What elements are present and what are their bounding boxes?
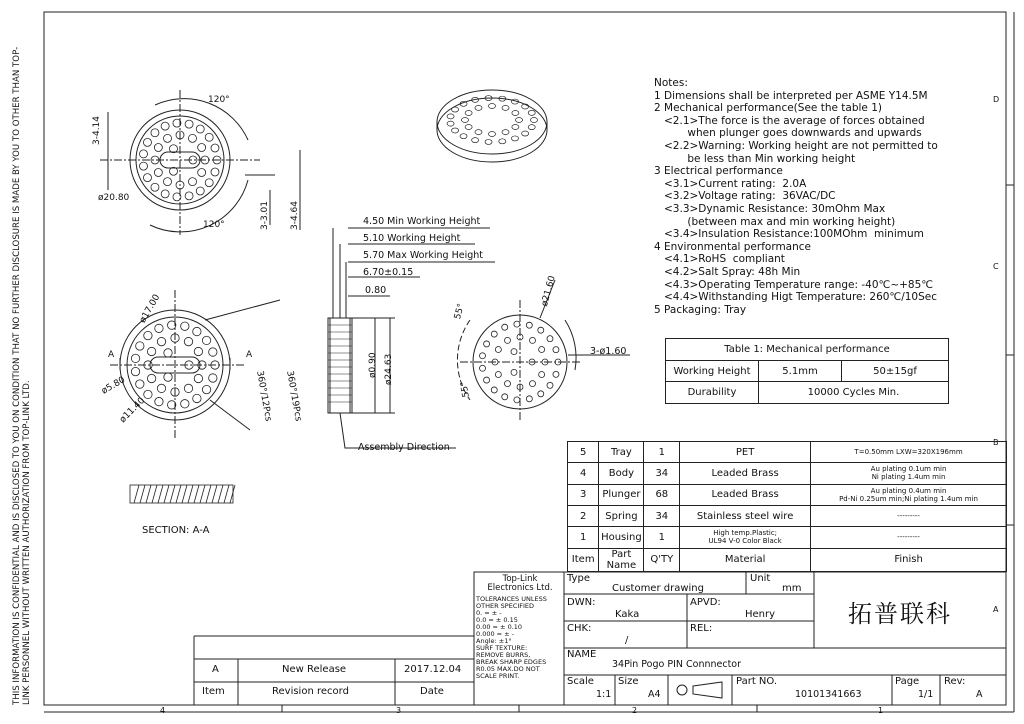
zone-D: D	[993, 95, 1000, 104]
pin-circle	[495, 347, 501, 353]
note-line: when plunger goes downwards and upwards	[654, 127, 922, 140]
pin-circle	[522, 131, 529, 136]
pin-circle	[502, 394, 508, 400]
table1-cell: 5.1mm	[759, 361, 842, 382]
pin-circle	[184, 384, 192, 392]
pin-circle	[514, 397, 520, 403]
dim-top-4: ø20.80	[98, 193, 130, 203]
rev-date: 2017.12.04	[404, 664, 462, 675]
pin-circle	[157, 384, 165, 392]
type-label: Type	[567, 573, 590, 584]
iso-view	[437, 90, 547, 162]
pin-circle	[209, 348, 217, 356]
pin-circle	[198, 169, 206, 177]
bom-cell: Body	[599, 463, 644, 484]
pin-circle	[194, 347, 202, 355]
iso-view-pins	[447, 96, 537, 145]
pin-circle	[155, 324, 163, 332]
dim-top-6: 3-4.64	[290, 200, 300, 230]
pin-circle	[465, 125, 472, 130]
pin-circle	[538, 327, 544, 333]
page-label: Page	[895, 676, 920, 687]
pin-circle	[161, 190, 169, 198]
pin-circle	[528, 110, 535, 115]
chk-value: /	[625, 635, 629, 646]
bom-cell: Tray	[599, 442, 644, 463]
table1-cell: Durability	[666, 382, 759, 404]
dim-side-5: 0.80	[365, 285, 387, 296]
pin-circle	[489, 104, 496, 109]
dim-top-5: 3-3.01	[260, 200, 270, 230]
pin-circle	[185, 192, 193, 200]
pin-circle	[505, 337, 511, 343]
dim-side-1: 4.50 Min Working Height	[363, 216, 481, 227]
dim-side-7: ø24.63	[384, 353, 394, 385]
pin-circle	[147, 347, 155, 355]
dim-pcb-4: 55°	[459, 380, 472, 398]
dim-side-4: 6.70±0.15	[363, 267, 414, 278]
pin-circle	[491, 387, 497, 393]
bom-row	[568, 484, 1007, 505]
pin-circle	[484, 377, 490, 383]
bom-cell: Finish	[811, 548, 1007, 571]
note-line: <2.2>Warning: Working height are not permitted to	[654, 139, 938, 152]
pin-circle	[465, 111, 472, 116]
pin-circle	[154, 144, 162, 152]
pin-circle	[505, 381, 511, 387]
bom-cell: Leaded Brass	[680, 484, 811, 505]
pin-circle	[144, 390, 152, 398]
apvd-label: APVD:	[690, 597, 721, 608]
pin-circle	[502, 130, 509, 135]
bom-cell: Stainless steel wire	[680, 505, 811, 526]
dim-pcb-2: 3-ø1.60	[590, 346, 627, 357]
pin-circle	[173, 193, 181, 201]
pin-circle	[202, 385, 210, 393]
pin-circle	[185, 120, 193, 128]
company-name: Top-Link Electronics Ltd.	[487, 574, 553, 593]
pin-circle	[202, 336, 210, 344]
rev-label: Rev:	[944, 676, 966, 687]
pin-circle	[196, 125, 204, 133]
bom-cell: 34	[644, 505, 680, 526]
pin-circle	[553, 347, 559, 353]
pin-circle	[460, 134, 467, 139]
pin-circle	[131, 354, 139, 362]
bom-table	[567, 441, 1007, 572]
pin-circle	[491, 331, 497, 337]
table1-cell: 10000 Cycles Min.	[759, 382, 949, 404]
scale-label: Scale	[567, 676, 594, 687]
pin-circle	[198, 144, 206, 152]
pin-circle	[136, 342, 144, 350]
note-line: be less than Min working height	[654, 152, 856, 165]
pin-circle	[151, 183, 159, 191]
bom-cell: 3	[568, 484, 599, 505]
bom-row	[568, 527, 1007, 548]
pin-circle	[514, 321, 520, 327]
note-line: 4 Environmental performance	[654, 240, 811, 253]
bom-header	[568, 548, 1007, 571]
pin-circle	[181, 322, 189, 330]
pin-circle	[485, 139, 492, 144]
pin-circle	[547, 382, 553, 388]
pin-circle	[193, 327, 201, 335]
rev-header-record: Revision record	[272, 686, 349, 697]
pin-circle	[143, 138, 151, 146]
table1-title: Table 1: Mechanical performance	[666, 339, 949, 361]
note-line: Notes:	[654, 77, 688, 89]
pin-circle	[205, 179, 213, 187]
note-line: <4.2>Salt Spray: 48h Min	[654, 265, 801, 278]
dwn-label: DWN:	[567, 597, 596, 608]
table1-cell: Working Height	[666, 361, 759, 382]
pin-circle	[140, 150, 148, 158]
pin-circle	[475, 105, 482, 110]
bom-cell: Spring	[599, 505, 644, 526]
rel-label: REL:	[690, 623, 713, 634]
note-line: <3.1>Current rating: 2.0A	[654, 177, 807, 190]
page-value: 1/1	[918, 689, 934, 700]
type-value: Customer drawing	[612, 583, 704, 594]
chk-label: CHK:	[567, 623, 592, 634]
note-line: <4.1>RoHS compliant	[654, 253, 785, 266]
unit-label: Unit	[750, 573, 771, 584]
rev-record: New Release	[282, 664, 347, 675]
pin-circle	[193, 394, 201, 402]
pin-circle	[475, 130, 482, 135]
note-line: (between max and min working height)	[654, 215, 896, 228]
pin-circle	[144, 331, 152, 339]
size-label: Size	[618, 676, 639, 687]
table-mechanical	[665, 338, 949, 404]
note-line: <3.2>Voltage rating: 36VAC/DC	[654, 190, 836, 203]
zone-4: 4	[160, 706, 166, 715]
pin-circle	[489, 132, 496, 137]
note-line: <3.4>Insulation Resistance:100MOhm minimum	[654, 228, 924, 241]
table1-cell: 50±15gf	[842, 361, 949, 382]
bom-cell: Plunger	[599, 484, 644, 505]
unit-value: mm	[782, 583, 802, 594]
pin-circle	[151, 129, 159, 137]
bom-row	[568, 442, 1007, 463]
note-line: <2.1>The force is the average of forces obtained	[654, 114, 925, 127]
pin-circle	[147, 374, 155, 382]
pin-circle	[157, 337, 165, 345]
pin-circle	[472, 138, 479, 143]
pin-circle	[538, 391, 544, 397]
dim-bottom-5: 360°/19Pcs	[284, 370, 303, 423]
pin-circle	[181, 400, 189, 408]
section-view	[130, 485, 235, 503]
pin-circle	[462, 118, 469, 123]
note-line: 5 Packaging: Tray	[654, 303, 747, 316]
pin-circle	[530, 381, 536, 387]
pin-circle	[184, 337, 192, 345]
pin-circle	[136, 380, 144, 388]
pin-circle	[495, 372, 501, 378]
side-view	[328, 228, 495, 448]
pin-circle	[480, 365, 486, 371]
logo: 拓普联科	[848, 600, 952, 628]
bom-row	[568, 505, 1007, 526]
dim-bottom-3: ø11.40	[118, 395, 148, 426]
zone-2: 2	[632, 706, 638, 715]
rev-value: A	[976, 689, 983, 700]
dim-side-6: ø0.90	[368, 352, 378, 378]
pin-circle	[143, 174, 151, 182]
pin-circle	[539, 372, 545, 378]
dwn-value: Kaka	[615, 609, 640, 620]
bom-cell: Q'TY	[644, 548, 680, 571]
pin-circle	[209, 374, 217, 382]
dim-bottom-4: 360°/12Pcs	[254, 370, 273, 423]
note-line: <3.3>Dynamic Resistance: 30mOhm Max	[654, 202, 886, 215]
bom-cell: 5	[568, 442, 599, 463]
pin-circle	[161, 122, 169, 130]
bom-cell: ---------	[811, 505, 1007, 526]
pin-circle	[154, 169, 162, 177]
pin-circle	[531, 118, 538, 123]
bom-cell: 4	[568, 463, 599, 484]
section-mark-right: A	[246, 350, 253, 360]
bom-cell: ---------	[811, 527, 1007, 548]
dim-top-1: 3-4.14	[92, 115, 102, 145]
pin-circle	[131, 367, 139, 375]
pin-circle	[205, 133, 213, 141]
bom-cell: Part Name	[599, 548, 644, 571]
note-line: <4.4>Withstanding Higt Temperature: 260℃/10Sec	[654, 291, 938, 304]
pin-circle	[447, 114, 454, 119]
pin-circle	[502, 105, 509, 110]
pin-circle	[194, 374, 202, 382]
rev-header-item: Item	[202, 686, 225, 697]
dim-pcb-3: 55°	[453, 302, 467, 321]
pin-circle	[189, 178, 197, 186]
bottom-view	[110, 290, 280, 440]
dim-side-3: 5.70 Max Working Height	[363, 250, 484, 261]
tolerances: TOLERANCES UNLESS OTHER SPECIFIED 0. = ± - 0.0 = ± 0.15 0.00 = ± 0.10 0.000 = ± - Angle: ±1° SURF TEXTURE: REMOVE BURRS, BREAK SHARP EDGES R0.05 MAX.DO NOT SCALE PRINT.	[476, 595, 547, 680]
zone-C: C	[993, 262, 999, 271]
bom-cell: 68	[644, 484, 680, 505]
pin-circle	[526, 322, 532, 328]
name-label: NAME	[567, 649, 597, 660]
pin-circle	[512, 125, 519, 130]
rev-header-date: Date	[420, 686, 444, 697]
pin-circle	[140, 162, 148, 170]
pin-circle	[164, 178, 172, 186]
assembly-direction: Assembly Direction	[358, 442, 450, 453]
pin-circle	[539, 347, 545, 353]
bom-row	[568, 463, 1007, 484]
bom-cell: Item	[568, 548, 599, 571]
pin-circle	[211, 168, 219, 176]
pin-circle	[155, 397, 163, 405]
bom-cell: 1	[644, 442, 680, 463]
scale-value: 1:1	[596, 689, 612, 700]
bom-cell: 2	[568, 505, 599, 526]
pin-circle	[196, 187, 204, 195]
bom-cell: Material	[680, 548, 811, 571]
pin-circle	[512, 111, 519, 116]
pin-circle	[164, 134, 172, 142]
top-view	[100, 90, 300, 235]
company-block	[476, 575, 564, 680]
pin-circle	[211, 144, 219, 152]
apvd-value: Henry	[745, 609, 776, 620]
bom-cell: 1	[644, 527, 680, 548]
pin-circle	[553, 371, 559, 377]
note-line: 1 Dimensions shall be interpreted per ASME Y14.5M	[654, 89, 928, 102]
bom-cell: Leaded Brass	[680, 463, 811, 484]
dim-side-2: 5.10 Working Height	[363, 233, 461, 244]
pin-circle	[447, 121, 454, 126]
pin-circle	[484, 341, 490, 347]
pin-circle	[530, 337, 536, 343]
dim-pcb-1: ø21.60	[540, 274, 558, 308]
zone-3: 3	[396, 706, 402, 715]
pin-circle	[164, 373, 172, 381]
bom-cell: Au plating 0.1um min Ni plating 1.4um min	[811, 463, 1007, 484]
name-value: 34Pin Pogo PIN Connnector	[612, 659, 742, 670]
bom-cell: 1	[568, 527, 599, 548]
note-line: <4.3>Operating Temperature range: -40℃~+85℃	[654, 278, 934, 291]
pin-circle	[511, 136, 518, 141]
bom-cell: Au plating 0.4um min Pd-Ni 0.25um min;Ni plating 1.4um min	[811, 484, 1007, 505]
pin-circle	[516, 118, 523, 123]
zone-B: B	[993, 438, 999, 447]
pin-circle	[499, 139, 506, 144]
section-title: SECTION: A-A	[142, 525, 210, 536]
bom-cell: T=0.50mm LXW=320X196mm	[811, 442, 1007, 463]
pin-circle	[502, 324, 508, 330]
partno-value: 10101341663	[795, 689, 862, 700]
pin-circle	[189, 134, 197, 142]
size-value: A4	[648, 689, 661, 700]
pin-circle	[526, 396, 532, 402]
pin-circle	[452, 107, 459, 112]
dim-bottom-2: ø5.80	[100, 375, 128, 397]
section-mark-left: A	[108, 350, 115, 360]
pin-circle	[511, 349, 517, 355]
notes	[654, 77, 938, 316]
bom-cell: Housing	[599, 527, 644, 548]
dim-bottom-1: ø17.00	[138, 292, 163, 325]
pin-circle	[164, 349, 172, 357]
pin-circle	[528, 125, 535, 130]
partno-label: Part NO.	[736, 676, 778, 687]
note-line: 2 Mechanical performance(See the table 1)	[654, 102, 882, 115]
dim-top-3: 120°	[203, 220, 225, 230]
pin-circle	[452, 128, 459, 133]
zone-A: A	[993, 605, 999, 614]
pin-circle	[480, 353, 486, 359]
dim-top-2: 120°	[208, 95, 230, 105]
bom-cell: High temp.Plastic; UL94 V-0 Color Black	[680, 527, 811, 548]
pin-circle	[547, 336, 553, 342]
pin-circle	[511, 369, 517, 375]
bom-cell: 34	[644, 463, 680, 484]
rev-item: A	[212, 664, 219, 675]
zone-1: 1	[878, 706, 884, 715]
bom-cell: PET	[680, 442, 811, 463]
note-line: 3 Electrical performance	[654, 165, 783, 178]
confidential-notice: THIS INFORMATION IS CONFIDENTIAL AND IS DISCLOSED TO YOU ON CONDITION THAT NO FURTHER DISCLOSURE IS MADE BY YOU TO OTHER THAN TOP-LINK PERSONNEL WITHOUT WRITTEN AUTHORIZATION FROM TOP-LINK LTD.	[12, 46, 32, 705]
